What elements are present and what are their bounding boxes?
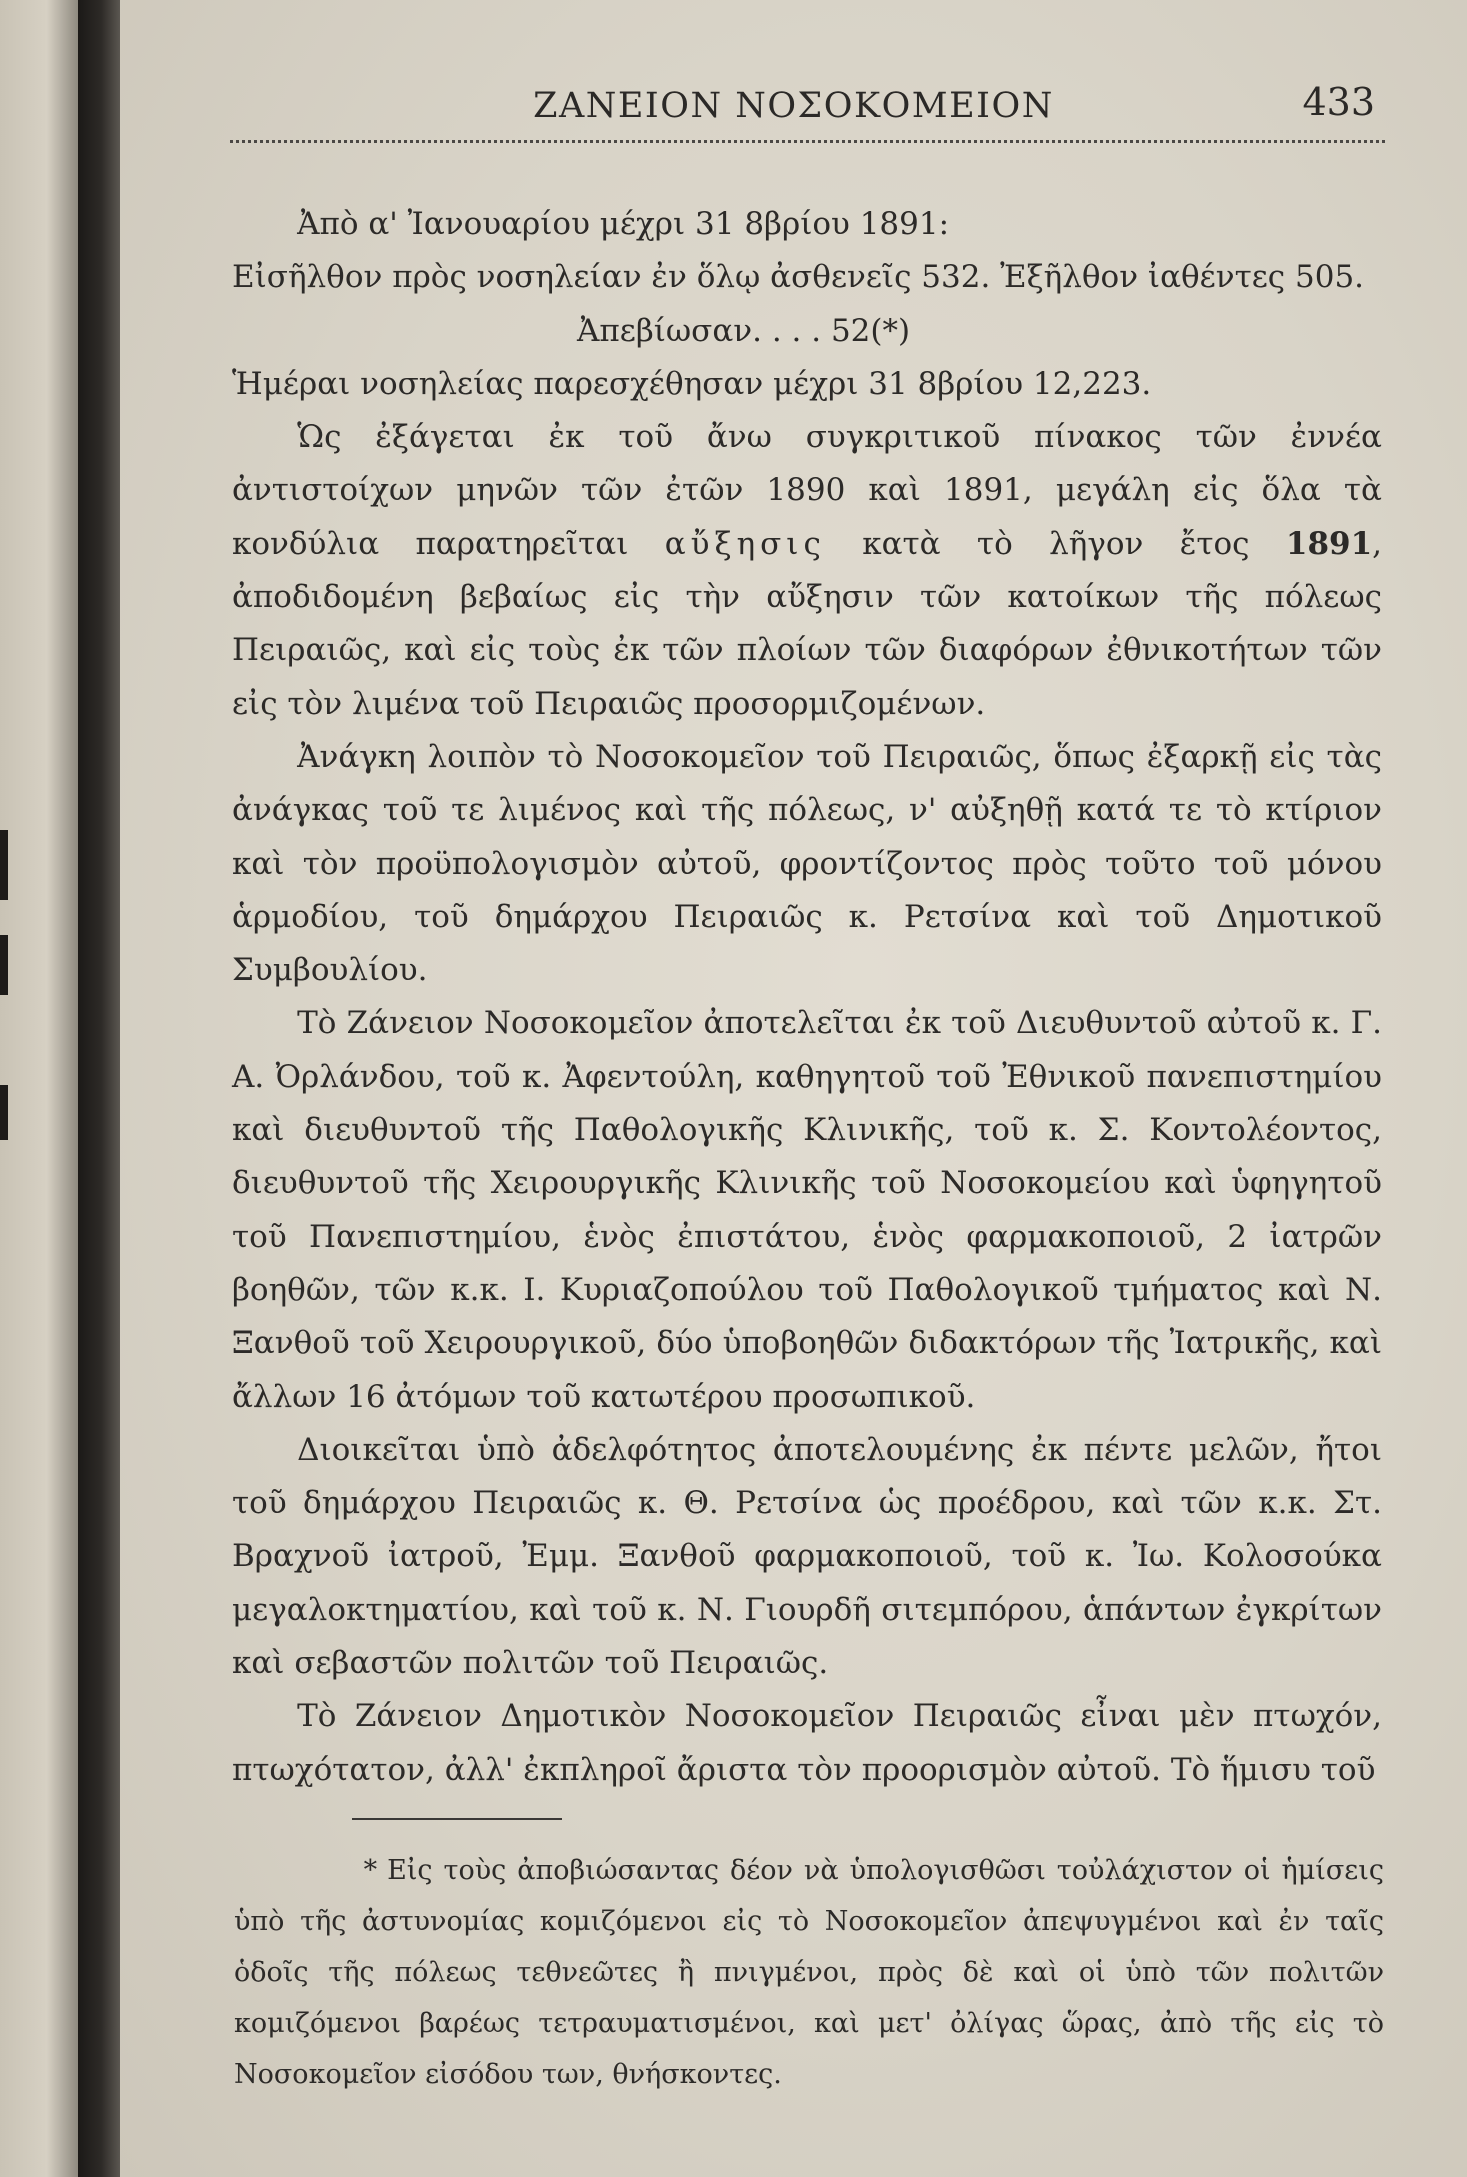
paragraph-deaths: Ἀπεβίωσαν. . . . 52(*)	[577, 312, 911, 349]
paragraph-date-range: Ἀπὸ α' Ἰανουαρίου μέχρι 31 8βρίου 1891:	[297, 206, 950, 242]
footnote-marker: *	[363, 1855, 378, 1886]
comparison-text-c: , ἀποδιδομένη βεβαίως εἰς τὴν αὔξησιν τῶν κατοίκων τῆς πόλεως Πειραιῶς, καὶ εἰς τοὺς ἐκ τῶν πλοίων τῶν διαφόρων ἐθνικοτήτων τῶν εἰς τὸν λιμένα τοῦ Πειραιῶς προσορμιζομένων.	[232, 525, 1383, 722]
footnote	[234, 1845, 1384, 2100]
facing-page-mark	[0, 935, 8, 995]
facing-page-mark	[0, 1085, 8, 1140]
book-page	[120, 0, 1467, 2177]
footnote-paragraph	[234, 1845, 1384, 2100]
header-rule	[230, 140, 1385, 143]
comparison-text-b: κατὰ τὸ λῆγον ἔτος	[862, 525, 1250, 562]
paragraph-conclusion: Τὸ Ζάνειον Δημοτικὸν Νοσοκομεῖον Πειραιῶς εἶναι μὲν πτωχόν, πτωχότατον, ἀλλ' ἐκπληροῖ ἄριστα τὸν προορισμὸν αὐτοῦ. Τὸ ἥμισυ τοῦ	[232, 1698, 1382, 1788]
comparison-year: 1891	[1285, 525, 1373, 562]
comparison-text-a: Ὡς ἐξάγεται ἐκ τοῦ ἄνω συγκριτικοῦ πίνακος τῶν ἐννέα ἀντιστοίχων μηνῶν τῶν ἐτῶν 1890 καὶ 1891, μεγάλη εἰς ὅλα τὰ κονδύλια παρατηρεῖται	[232, 419, 1382, 562]
page-number: 433	[1302, 80, 1375, 124]
running-title: ΖΑΝΕΙΟΝ ΝΟΣΟΚΟΜΕΙΟΝ	[533, 86, 1054, 126]
facing-page-mark	[0, 830, 8, 900]
running-header	[120, 80, 1467, 140]
paragraph-hospital-days: Ἡμέραι νοσηλείας παρεσχέθησαν μέχρι 31 8βρίου 12,223.	[232, 365, 1152, 402]
paragraph-administration: Διοικεῖται ὑπὸ ἀδελφότητος ἀποτελουμένης ἐκ πέντε μελῶν, ἤτοι τοῦ δημάρχου Πειραιῶς κ. Θ. Ρετσίνα ὡς προέδρου, καὶ τῶν κ.κ. Στ. Βραχνοῦ ἰατροῦ, Ἐμμ. Ξανθοῦ φαρμακοποιοῦ, τοῦ κ. Ἰω. Κολοσούκα μεγαλοκτηματίου, καὶ τοῦ κ. Ν. Γιουρδῆ σιτεμπόρου, ἁπάντων ἐγκρίτων καὶ σεβαστῶν πολιτῶν τοῦ Πειραιῶς.	[232, 1431, 1382, 1682]
paragraph-need: Ἀνάγκη λοιπὸν τὸ Νοσοκομεῖον τοῦ Πειραιῶς, ὅπως ἐξαρκῇ εἰς τὰς ἀνάγκας τοῦ τε λιμένος καὶ τῆς πόλεως, ν' αὐξηθῇ κατά τε τὸ κτίριον καὶ τὸν προϋπολογισμὸν αὐτοῦ, φροντίζοντος πρὸς τοῦτο τοῦ μόνου ἁρμοδίου, τοῦ δημάρχου Πειραιῶς κ. Ρετσίνα καὶ τοῦ Δημοτικοῦ Συμβουλίου.	[232, 738, 1382, 989]
book-binding-gutter	[78, 0, 120, 2177]
footnote-rule	[352, 1818, 562, 1820]
facing-page-edge	[0, 0, 78, 2177]
paragraph-staff: Τὸ Ζάνειον Νοσοκομεῖον ἀποτελεῖται ἐκ τοῦ Διευθυντοῦ αὐτοῦ κ. Γ. Α. Ὀρλάνδου, τοῦ κ. Ἀφεντούλη, καθηγητοῦ τοῦ Ἐθνικοῦ πανεπιστημίου καὶ διευθυντοῦ τῆς Παθολογικῆς Κλινικῆς, τοῦ κ. Σ. Κοντολέοντος, διευθυντοῦ τῆς Χειρουργικῆς Κλινικῆς τοῦ Νοσοκομείου καὶ ὑφηγητοῦ τοῦ Πανεπιστημίου, ἑνὸς ἐπιστάτου, ἑνὸς φαρμακοποιοῦ, 2 ἰατρῶν βοηθῶν, τῶν κ.κ. Ι. Κυριαζοπούλου τοῦ Παθολογικοῦ τμήματος καὶ Ν. Ξανθοῦ τοῦ Χειρουργικοῦ, δύο ὑποβοηθῶν διδακτόρων τῆς Ἰατρικῆς, καὶ ἄλλων 16 ἀτόμων τοῦ κατωτέρου προσωπικοῦ.	[232, 1005, 1382, 1415]
paragraph-admissions: Εἰσῆλθον πρὸς νοσηλείαν ἐν ὅλῳ ἀσθενεῖς 532. Ἐξῆλθον ἰαθέντες 505.	[232, 259, 1365, 296]
main-text	[232, 198, 1382, 1797]
comparison-emphasis: αὔξησις	[664, 525, 826, 562]
paragraph-comparison	[232, 411, 1382, 731]
footnote-text: Εἰς τοὺς ἀποβιώσαντας δέον νὰ ὑπολογισθῶσι τοὐλάχιστον οἱ ἡμίσεις ὑπὸ τῆς ἀστυνομίας κομιζόμενοι εἰς τὸ Νοσοκομεῖον ἀπεψυγμένοι καὶ ἐν ταῖς ὁδοῖς τῆς πόλεως τεθνεῶτες ἢ πνιγμένοι, πρὸς δὲ καὶ οἱ ὑπὸ τῶν πολιτῶν κομιζόμενοι βαρέως τετραυματισμένοι, καὶ μετ' ὀλίγας ὥρας, ἀπὸ τῆς εἰς τὸ Νοσοκομεῖον εἰσόδου των, θνήσκοντες.	[234, 1855, 1384, 2090]
